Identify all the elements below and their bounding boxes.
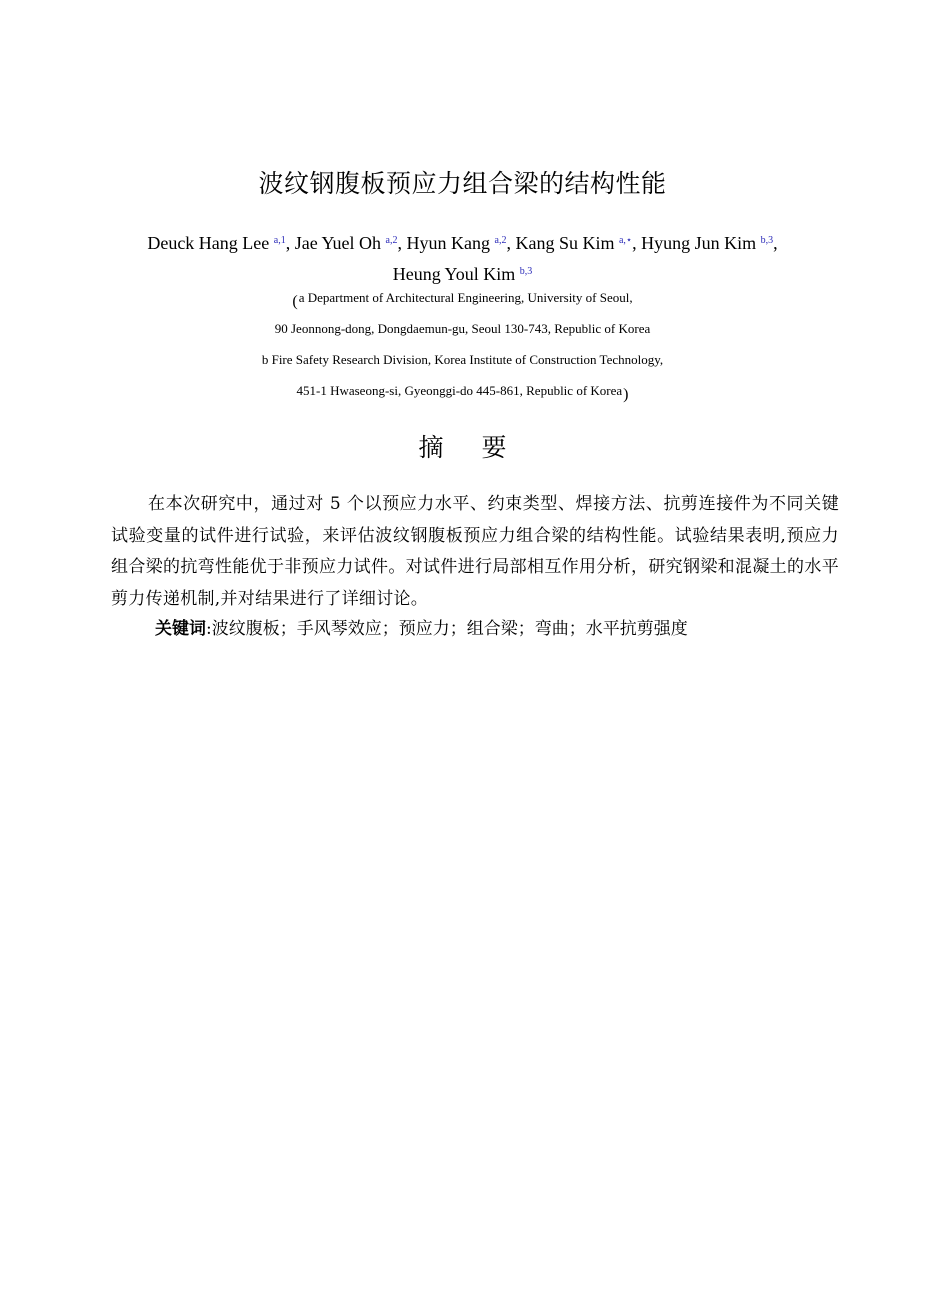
- affiliation-line: [0, 320, 925, 338]
- affiliation-line: [0, 351, 925, 369]
- affiliation-b-department: b Fire Safety Research Division, Korea Institute of Construction Technology,: [261, 352, 664, 367]
- author-name: Hyung Jun Kim: [641, 233, 757, 253]
- author-affiliation-mark: a,2: [385, 235, 398, 246]
- author-separator: ,: [506, 233, 516, 253]
- author-list: [90, 228, 835, 290]
- affiliation-b-address: 451-1 Hwaseong-si, Gyeonggi-do 445-861, Republic of Korea: [296, 383, 623, 398]
- author-separator: ,: [285, 233, 295, 253]
- author-name: Deuck Hang Lee: [147, 233, 270, 253]
- affiliation-close-paren: ): [623, 386, 629, 403]
- affiliation-line: [0, 289, 925, 310]
- author-name: Hyun Kang: [406, 233, 490, 253]
- author-separator: ,: [397, 233, 407, 253]
- affiliation-a-address: 90 Jeonnong-dong, Dongdaemun-gu, Seoul 130-743, Republic of Korea: [274, 321, 651, 336]
- abstract-heading-char: 摘: [418, 433, 444, 462]
- keywords: [155, 615, 688, 643]
- keywords-colon: :: [206, 619, 212, 639]
- author-name: Kang Su Kim: [515, 233, 615, 253]
- paper-title: 波纹钢腹板预应力组合梁的结构性能: [258, 169, 667, 198]
- author-affiliation-mark: b,3: [760, 235, 774, 246]
- author-separator: ,: [632, 233, 642, 253]
- author-affiliation-mark: a,2: [494, 235, 507, 246]
- affiliation-open-paren: (: [292, 293, 298, 310]
- abstract-heading-char: 要: [481, 433, 507, 462]
- keywords-label: 关键词: [155, 619, 206, 639]
- author-separator: ,: [773, 233, 778, 253]
- affiliation-line: [0, 382, 925, 403]
- author-name: Heung Youl Kim: [392, 264, 516, 284]
- author-affiliation-mark: a,⋆: [618, 235, 633, 246]
- abstract-text: 在本次研究中，通过对 5 个以预应力水平、约束类型、焊接方法、抗剪连接件为不同关键试验变量的试件进行试验，来评估波纹钢腹板预应力组合梁的结构性能。试验结果表明,预应力组合梁的抗弯性能优于非预应力试件。对试件进行局部相互作用分析，研究钢梁和混凝土的水平剪力传递机制,并对结果进行了详细讨论。: [111, 494, 839, 609]
- author-name: Jae Yuel Oh: [294, 233, 382, 253]
- author-affiliation-mark: a,1: [273, 235, 286, 246]
- abstract-heading: [0, 428, 925, 468]
- keywords-text: 波纹腹板；手风琴效应；预应力；组合梁；弯曲；水平抗剪强度: [211, 619, 688, 639]
- author-affiliation-mark: b,3: [519, 266, 533, 277]
- affiliation-a-department: a Department of Architectural Engineering, University of Seoul,: [298, 290, 633, 305]
